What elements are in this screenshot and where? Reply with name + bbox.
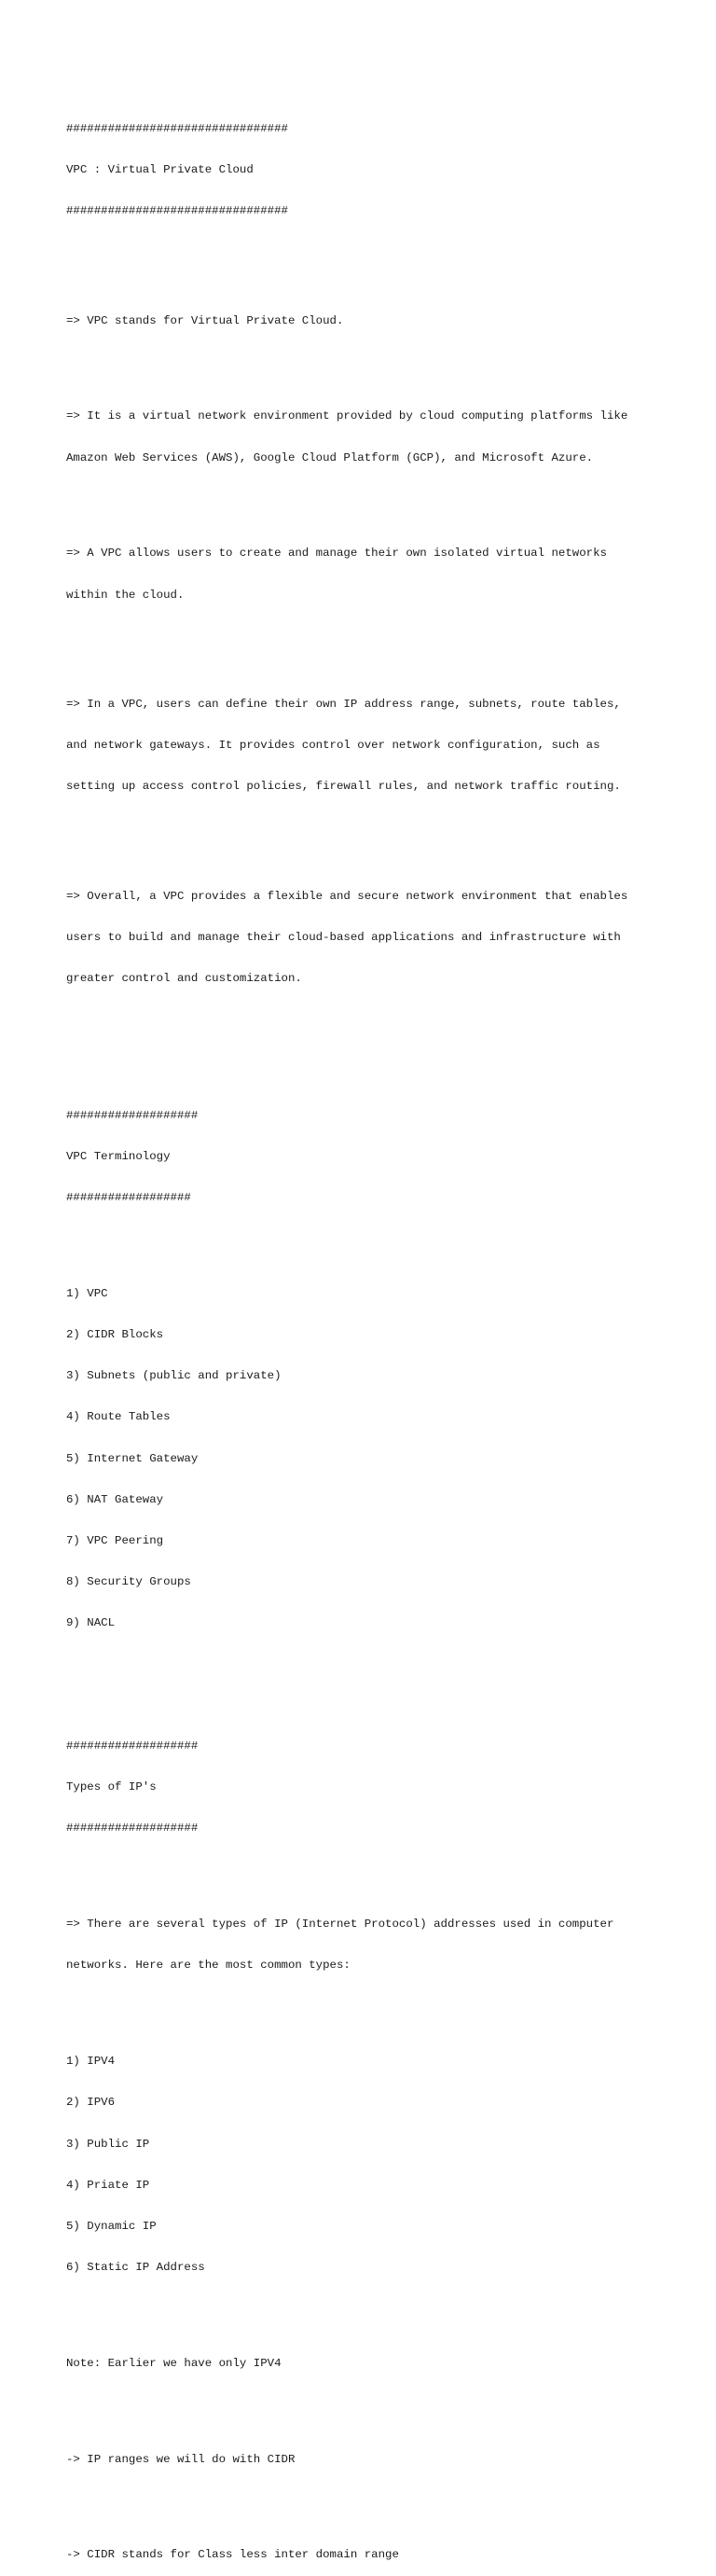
- list-item: 5) Dynamic IP: [66, 2219, 157, 2233]
- arrow-line: -> IP ranges we will do with CIDR: [66, 2452, 296, 2466]
- spacer: [66, 2494, 663, 2508]
- list-item: 2) IPV6: [66, 2096, 116, 2110]
- list-item: 5) Internet Gateway: [66, 1451, 199, 1465]
- section-banner-top: ################################: [66, 121, 288, 135]
- list-item: 1) IPV4: [66, 2055, 116, 2069]
- spacer: [66, 1013, 663, 1054]
- spacer: [66, 245, 663, 272]
- list-item: 3) Public IP: [66, 2137, 150, 2151]
- spacer: [66, 1657, 663, 1684]
- paragraph-line: => VPC stands for Virtual Private Cloud.: [66, 313, 344, 327]
- list-item: 4) Route Tables: [66, 1410, 171, 1424]
- spacer: [66, 2302, 663, 2316]
- paragraph-line: users to build and manage their cloud-based applications and infrastructure with: [66, 931, 621, 945]
- spacer: [66, 492, 663, 506]
- paragraph-line: => A VPC allows users to create and manage their own isolated virtual networks: [66, 547, 607, 561]
- list-item: 1) VPC: [66, 1287, 108, 1301]
- paragraph-line: greater control and customization.: [66, 972, 302, 986]
- section-title-terminology: VPC Terminology: [66, 1150, 171, 1164]
- section-title-ip-types: Types of IP's: [66, 1780, 157, 1794]
- paragraph-line: and network gateways. It provides control over network configuration, such as: [66, 739, 600, 753]
- spacer: [66, 2398, 663, 2412]
- section-banner-bottom: ###################: [66, 1821, 199, 1835]
- paragraph-line: => It is a virtual network environment provided by cloud computing platforms like: [66, 409, 628, 423]
- spacer: [66, 1863, 663, 1877]
- spacer: [66, 2001, 663, 2015]
- section-banner-top: ###################: [66, 1739, 199, 1753]
- arrow-line: -> CIDR stands for Class less inter domain range: [66, 2548, 399, 2562]
- list-item: 9) NACL: [66, 1615, 116, 1629]
- list-item: 2) CIDR Blocks: [66, 1328, 164, 1342]
- paragraph-line: networks. Here are the most common types:: [66, 1959, 351, 1973]
- spacer: [66, 630, 663, 657]
- spacer: [66, 1232, 663, 1246]
- paragraph-line: setting up access control policies, firewall rules, and network traffic routing.: [66, 780, 621, 794]
- list-item: 6) Static IP Address: [66, 2260, 205, 2274]
- note-line: Note: Earlier we have only IPV4: [66, 2356, 282, 2370]
- section-title-vpc: VPC : Virtual Private Cloud: [66, 162, 254, 176]
- paragraph-line: => There are several types of IP (Internet Protocol) addresses used in computer: [66, 1918, 614, 1932]
- list-item: 4) Priate IP: [66, 2178, 150, 2192]
- spacer: [66, 355, 663, 369]
- list-item: 8) Security Groups: [66, 1574, 191, 1588]
- paragraph-line: => Overall, a VPC provides a flexible and secure network environment that enables: [66, 889, 628, 903]
- section-banner-bottom: ##################: [66, 1191, 191, 1205]
- paragraph-line: within the cloud.: [66, 588, 185, 602]
- section-banner-bottom: ################################: [66, 204, 288, 217]
- list-item: 6) NAT Gateway: [66, 1492, 164, 1506]
- list-item: 7) VPC Peering: [66, 1533, 164, 1547]
- list-item: 3) Subnets (public and private): [66, 1369, 282, 1383]
- spacer: [66, 821, 663, 848]
- section-banner-top: ###################: [66, 1109, 199, 1123]
- paragraph-line: => In a VPC, users can define their own IP address range, subnets, route tables,: [66, 698, 621, 712]
- document-page: [66, 67, 663, 2576]
- paragraph-line: Amazon Web Services (AWS), Google Cloud Platform (GCP), and Microsoft Azure.: [66, 450, 594, 464]
